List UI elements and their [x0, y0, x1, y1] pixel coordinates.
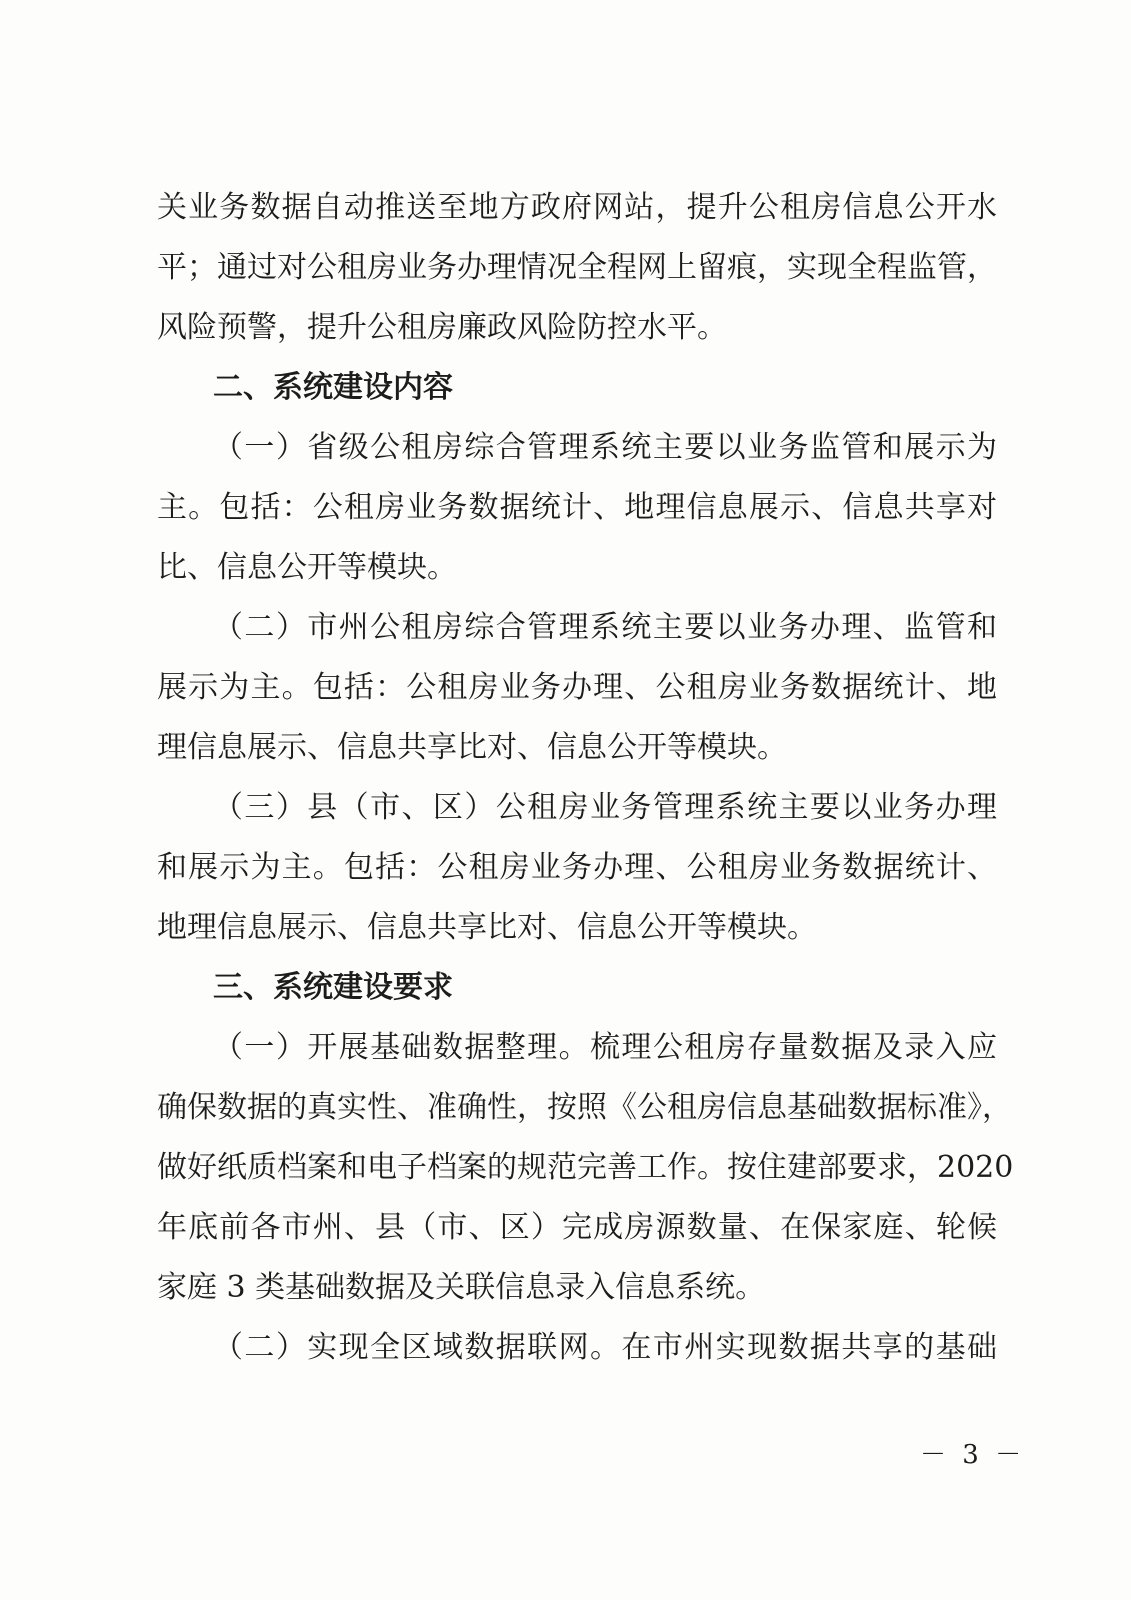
body-line-1: 关业务数据自动推送至地方政府网站，提升公租房信息公开水: [157, 190, 997, 225]
body-line-17: 做好纸质档案和电子档案的规范完善工作。按住建部要求，2020: [157, 1150, 1014, 1185]
body-line-16: 确保数据的真实性、准确性，按照《公租房信息基础数据标准》，: [157, 1090, 1012, 1125]
section-heading-3: 三、系统建设要求: [213, 970, 453, 1005]
section-heading-2: 二、系统建设内容: [213, 370, 453, 405]
body-line-20: （二）实现全区域数据联网。在市州实现数据共享的基础: [213, 1330, 997, 1365]
body-line-15: （一）开展基础数据整理。梳理公租房存量数据及录入应: [213, 1030, 997, 1065]
body-line-3: 风险预警，提升公租房廉政风险防控水平。: [157, 310, 727, 345]
page-number: － 3 －: [920, 1440, 1026, 1470]
body-line-2: 平；通过对公租房业务办理情况全程网上留痕，实现全程监管，: [157, 250, 997, 285]
body-line-12: 和展示为主。包括：公租房业务办理、公租房业务数据统计、: [157, 850, 997, 885]
body-line-18: 年底前各市州、县（市、区）完成房源数量、在保家庭、轮候: [157, 1210, 997, 1245]
body-line-11: （三）县（市、区）公租房业务管理系统主要以业务办理: [213, 790, 997, 825]
body-line-13: 地理信息展示、信息共享比对、信息公开等模块。: [157, 910, 817, 945]
body-line-9: 展示为主。包括：公租房业务办理、公租房业务数据统计、地: [157, 670, 997, 705]
body-line-8: （二）市州公租房综合管理系统主要以业务办理、监管和: [213, 610, 997, 645]
body-line-5: （一）省级公租房综合管理系统主要以业务监管和展示为: [213, 430, 997, 465]
body-line-10: 理信息展示、信息共享比对、信息公开等模块。: [157, 730, 787, 765]
body-line-7: 比、信息公开等模块。: [157, 550, 457, 585]
body-line-19: 家庭 3 类基础数据及关联信息录入信息系统。: [157, 1270, 766, 1305]
body-line-6: 主。包括：公租房业务数据统计、地理信息展示、信息共享对: [157, 490, 997, 525]
